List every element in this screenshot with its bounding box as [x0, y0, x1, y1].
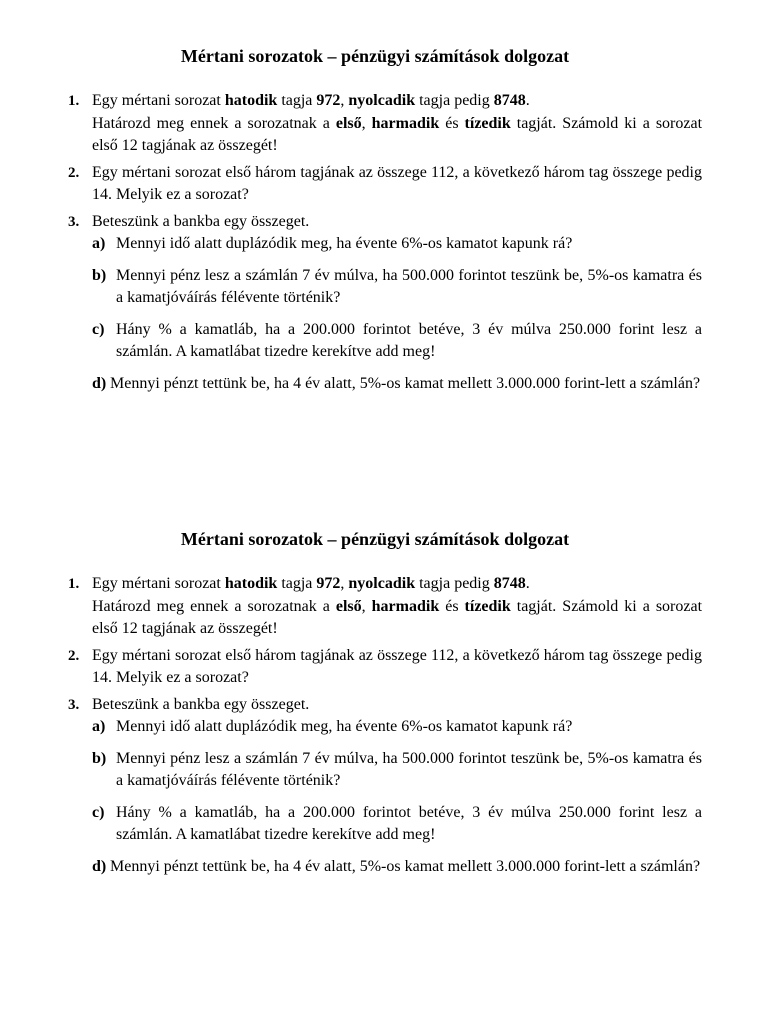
problem-1-body	[92, 598, 702, 638]
subproblem-text: Hány % a kamatláb, ha a 200.000 forintot betéve, 3 év múlva 250.000 forint lesz a számlán. A kamatlábat tizedre kerekítve add meg!	[116, 320, 702, 360]
subproblem-b	[92, 748, 702, 793]
bold-run: 972	[316, 575, 341, 592]
problem-number: 1.	[68, 93, 80, 109]
bold-run: tízedik	[464, 114, 511, 132]
bold-run: nyolcadik	[348, 575, 416, 592]
problem-3	[68, 694, 702, 879]
bold-run: 972	[316, 92, 341, 109]
subproblem-text: Mennyi idő alatt duplázódik meg, ha évente 6%-os kamatot kapunk rá?	[116, 718, 573, 735]
problem-2	[68, 162, 702, 207]
problem-2-text: Egy mértani sorozat első három tagjának az összege 112, a következő három tag összege pedig 14. Melyik ez a sorozat?	[92, 163, 702, 203]
subproblem-label: d)	[92, 374, 107, 392]
problem-number: 2.	[68, 164, 80, 181]
subproblem-text: Hány % a kamatláb, ha a 200.000 forintot betéve, 3 év múlva 250.000 forint lesz a számlán. A kamatlábat tizedre kerekítve add meg!	[116, 803, 702, 843]
bold-run: első	[335, 114, 362, 132]
bold-run: nyolcadik	[348, 92, 416, 109]
subproblem-label: b)	[92, 749, 107, 767]
subproblem-label: b)	[92, 266, 107, 284]
problem-number: 1.	[68, 576, 80, 592]
bold-run: 8748	[493, 92, 526, 109]
bold-run: hatodik	[224, 92, 278, 109]
subproblem-c	[92, 802, 702, 847]
text-run: tagja pedig	[415, 92, 494, 109]
problem-number: 2.	[68, 647, 80, 664]
page-title: Mértani sorozatok – pénzügyi számítások dolgozat	[180, 46, 570, 66]
subproblem-text: Mennyi idő alatt duplázódik meg, ha évente 6%-os kamatot kapunk rá?	[116, 235, 573, 252]
worksheet-top	[0, 44, 768, 404]
bold-run: harmadik	[371, 597, 440, 615]
text-run: Egy mértani sorozat	[92, 92, 225, 109]
text-run: ,	[340, 92, 349, 109]
bold-run: 8748	[493, 575, 526, 592]
text-run: és	[439, 114, 465, 132]
subproblem-a	[92, 233, 702, 256]
bold-run: hatodik	[224, 575, 278, 592]
subproblem-label: c)	[92, 803, 105, 821]
subproblem-text: Mennyi pénzt tettünk be, ha 4 év alatt, 5%-os kamat mellett 3.000.000 forint-lett a számlán?	[110, 374, 701, 392]
problem-3	[68, 211, 702, 396]
bold-run: tízedik	[464, 597, 511, 615]
text-run: Határozd meg ennek a sorozatnak a	[92, 114, 336, 132]
bold-run: első	[335, 597, 362, 615]
subproblem-label: c)	[92, 320, 105, 338]
problem-1-line-1	[92, 90, 702, 113]
subproblem-text: Mennyi pénz lesz a számlán 7 év múlva, ha 500.000 forintot teszünk be, 5%-os kamatra és a kamatjóváírás félévente történik?	[116, 749, 702, 789]
text-run: tagja pedig	[415, 575, 494, 592]
text-run: ,	[361, 114, 372, 132]
text-run: tagja	[277, 575, 317, 592]
problem-number: 3.	[68, 696, 80, 713]
text-run: Határozd meg ennek a sorozatnak a	[92, 597, 336, 615]
subproblem-text: Mennyi pénzt tettünk be, ha 4 év alatt, 5%-os kamat mellett 3.000.000 forint-lett a számlán?	[110, 857, 701, 875]
problem-1	[68, 90, 703, 158]
problem-number: 3.	[68, 213, 80, 230]
bold-run: harmadik	[371, 114, 440, 132]
page-title: Mértani sorozatok – pénzügyi számítások dolgozat	[180, 529, 570, 549]
subproblem-label: a)	[92, 718, 106, 735]
subproblem-d	[92, 373, 702, 396]
subproblem-c	[92, 319, 702, 364]
text-run: tagját. Számold ki a sorozat első 12 tagjának az összegét!	[92, 114, 703, 154]
worksheet-bottom	[0, 527, 768, 887]
problem-1-body	[92, 115, 702, 155]
text-run: ,	[340, 575, 349, 592]
subproblem-d	[92, 856, 702, 879]
subproblem-b	[92, 265, 702, 310]
problem-3-intro: Beteszünk a bankba egy összeget.	[92, 212, 310, 230]
text-run: .	[525, 92, 530, 109]
problem-3-intro: Beteszünk a bankba egy összeget.	[92, 695, 310, 713]
subproblem-label: a)	[92, 235, 106, 252]
problem-2-text: Egy mértani sorozat első három tagjának az összege 112, a következő három tag összege pedig 14. Melyik ez a sorozat?	[92, 646, 702, 686]
text-run: ,	[361, 597, 372, 615]
text-run: tagja	[277, 92, 317, 109]
subproblem-a	[92, 716, 702, 739]
text-run: Egy mértani sorozat	[92, 575, 225, 592]
text-run: tagját. Számold ki a sorozat első 12 tagjának az összegét!	[92, 597, 703, 637]
subproblem-text: Mennyi pénz lesz a számlán 7 év múlva, ha 500.000 forintot teszünk be, 5%-os kamatra és a kamatjóváírás félévente történik?	[116, 266, 702, 306]
subproblem-label: d)	[92, 857, 107, 875]
text-run: .	[525, 575, 530, 592]
text-run: és	[439, 597, 465, 615]
problem-1-line-1	[92, 573, 702, 596]
problem-1	[68, 573, 703, 641]
problem-2	[68, 645, 702, 690]
